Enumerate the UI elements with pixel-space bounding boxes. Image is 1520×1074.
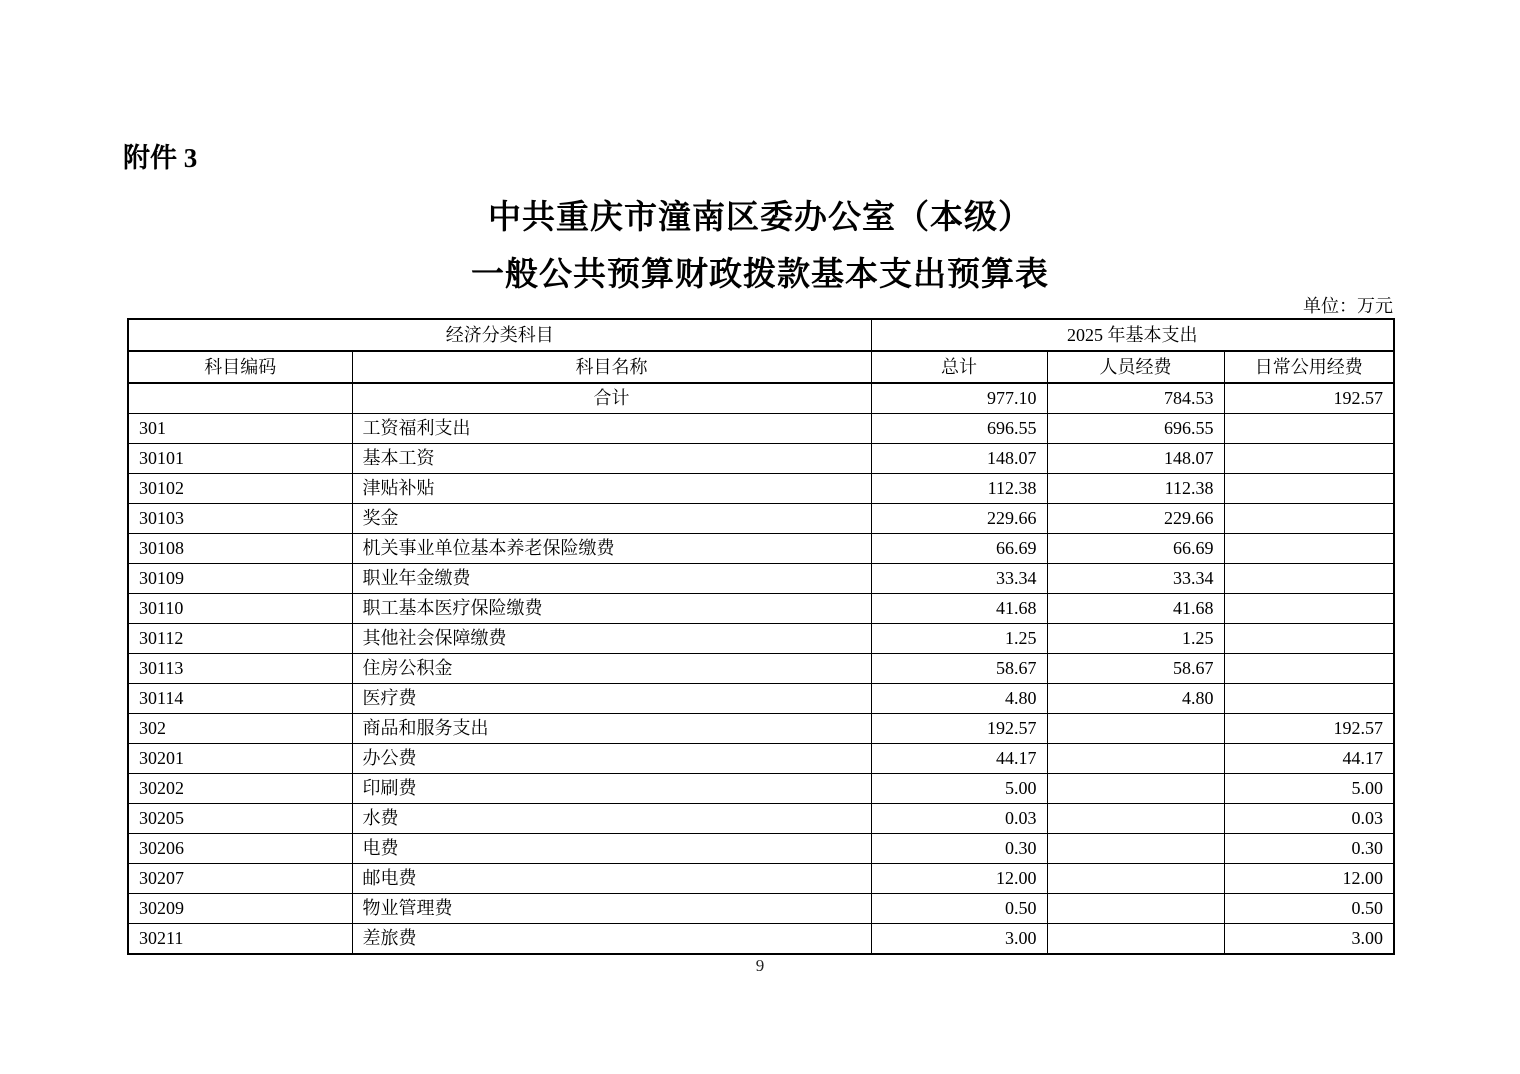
- table-header-group-row: [128, 319, 1394, 351]
- table-row: [128, 864, 1394, 894]
- table-header-columns-row: [128, 351, 1394, 383]
- cell-subject-name: 差旅费: [352, 924, 871, 955]
- table-row: [128, 444, 1394, 474]
- cell-total: 112.38: [871, 474, 1047, 504]
- cell-total: 977.10: [871, 383, 1047, 414]
- cell-total: 44.17: [871, 744, 1047, 774]
- cell-personnel: [1047, 744, 1224, 774]
- cell-personnel: 4.80: [1047, 684, 1224, 714]
- cell-subject-code: 30108: [128, 534, 352, 564]
- cell-total: 0.03: [871, 804, 1047, 834]
- table-row: [128, 834, 1394, 864]
- cell-subject-name: 水费: [352, 804, 871, 834]
- column-header-personnel: 人员经费: [1047, 351, 1224, 383]
- cell-subject-name: 办公费: [352, 744, 871, 774]
- cell-daily-public: [1224, 624, 1394, 654]
- cell-total: 66.69: [871, 534, 1047, 564]
- cell-personnel: [1047, 804, 1224, 834]
- cell-total: 58.67: [871, 654, 1047, 684]
- cell-daily-public: [1224, 474, 1394, 504]
- table-row: [128, 684, 1394, 714]
- page-number: 9: [755, 956, 765, 975]
- table-row: [128, 924, 1394, 955]
- cell-subject-code: 301: [128, 414, 352, 444]
- cell-personnel: 58.67: [1047, 654, 1224, 684]
- cell-subject-code: [128, 383, 352, 414]
- cell-total: 0.30: [871, 834, 1047, 864]
- table-row: [128, 474, 1394, 504]
- cell-total: 696.55: [871, 414, 1047, 444]
- cell-subject-code: 30110: [128, 594, 352, 624]
- attachment-label: 附件 3: [123, 143, 198, 173]
- cell-subject-name: 印刷费: [352, 774, 871, 804]
- cell-subject-name: 邮电费: [352, 864, 871, 894]
- cell-subject-code: 30201: [128, 744, 352, 774]
- cell-subject-name: 医疗费: [352, 684, 871, 714]
- cell-total: 148.07: [871, 444, 1047, 474]
- cell-subject-code: 30103: [128, 504, 352, 534]
- cell-total: 4.80: [871, 684, 1047, 714]
- table-row: [128, 894, 1394, 924]
- cell-subject-code: 30114: [128, 684, 352, 714]
- table-row: [128, 714, 1394, 744]
- table-row: [128, 804, 1394, 834]
- cell-daily-public: [1224, 684, 1394, 714]
- cell-personnel: [1047, 774, 1224, 804]
- cell-total: 0.50: [871, 894, 1047, 924]
- cell-daily-public: 0.30: [1224, 834, 1394, 864]
- cell-subject-code: 30109: [128, 564, 352, 594]
- cell-daily-public: [1224, 444, 1394, 474]
- cell-personnel: [1047, 864, 1224, 894]
- table-row: [128, 654, 1394, 684]
- table-row: [128, 534, 1394, 564]
- cell-total: 41.68: [871, 594, 1047, 624]
- cell-daily-public: [1224, 594, 1394, 624]
- cell-subject-code: 30202: [128, 774, 352, 804]
- cell-personnel: 1.25: [1047, 624, 1224, 654]
- cell-subject-name: 其他社会保障缴费: [352, 624, 871, 654]
- cell-subject-name: 津贴补贴: [352, 474, 871, 504]
- cell-daily-public: 0.50: [1224, 894, 1394, 924]
- cell-subject-code: 30113: [128, 654, 352, 684]
- cell-daily-public: 192.57: [1224, 383, 1394, 414]
- cell-subject-code: 30102: [128, 474, 352, 504]
- cell-total: 192.57: [871, 714, 1047, 744]
- cell-subject-name: 基本工资: [352, 444, 871, 474]
- column-header-subject-code: 科目编码: [128, 351, 352, 383]
- cell-total: 3.00: [871, 924, 1047, 955]
- table-body: [128, 383, 1394, 954]
- document-subtitle: 一般公共预算财政拨款基本支出预算表: [471, 257, 1049, 293]
- cell-subject-code: 30112: [128, 624, 352, 654]
- cell-subject-name: 奖金: [352, 504, 871, 534]
- cell-personnel: 41.68: [1047, 594, 1224, 624]
- table-row: [128, 594, 1394, 624]
- cell-subject-name: 合计: [352, 383, 871, 414]
- cell-subject-name: 物业管理费: [352, 894, 871, 924]
- cell-daily-public: [1224, 654, 1394, 684]
- cell-subject-code: 30101: [128, 444, 352, 474]
- cell-daily-public: 192.57: [1224, 714, 1394, 744]
- column-header-daily-public: 日常公用经费: [1224, 351, 1394, 383]
- cell-subject-name: 职业年金缴费: [352, 564, 871, 594]
- column-header-subject-name: 科目名称: [352, 351, 871, 383]
- table-row: [128, 383, 1394, 414]
- document-title: 中共重庆市潼南区委办公室（本级）: [488, 200, 1032, 236]
- cell-personnel: 784.53: [1047, 383, 1224, 414]
- cell-personnel: 696.55: [1047, 414, 1224, 444]
- cell-total: 12.00: [871, 864, 1047, 894]
- budget-table: [127, 318, 1395, 955]
- cell-subject-name: 工资福利支出: [352, 414, 871, 444]
- cell-subject-name: 机关事业单位基本养老保险缴费: [352, 534, 871, 564]
- cell-personnel: 112.38: [1047, 474, 1224, 504]
- cell-daily-public: [1224, 504, 1394, 534]
- cell-daily-public: [1224, 414, 1394, 444]
- cell-personnel: [1047, 834, 1224, 864]
- cell-daily-public: 5.00: [1224, 774, 1394, 804]
- cell-subject-name: 商品和服务支出: [352, 714, 871, 744]
- table-row: [128, 564, 1394, 594]
- cell-personnel: [1047, 714, 1224, 744]
- unit-note: 单位：万元: [1303, 296, 1393, 316]
- cell-daily-public: [1224, 564, 1394, 594]
- cell-subject-name: 职工基本医疗保险缴费: [352, 594, 871, 624]
- table-row: [128, 414, 1394, 444]
- cell-daily-public: 12.00: [1224, 864, 1394, 894]
- cell-personnel: 66.69: [1047, 534, 1224, 564]
- cell-daily-public: 3.00: [1224, 924, 1394, 955]
- cell-daily-public: 0.03: [1224, 804, 1394, 834]
- table-row: [128, 744, 1394, 774]
- cell-daily-public: [1224, 534, 1394, 564]
- header-economic-classification: 经济分类科目: [128, 319, 871, 351]
- cell-personnel: 148.07: [1047, 444, 1224, 474]
- cell-daily-public: 44.17: [1224, 744, 1394, 774]
- cell-subject-code: 302: [128, 714, 352, 744]
- cell-subject-code: 30205: [128, 804, 352, 834]
- cell-subject-code: 30209: [128, 894, 352, 924]
- table-row: [128, 624, 1394, 654]
- cell-total: 5.00: [871, 774, 1047, 804]
- cell-personnel: [1047, 894, 1224, 924]
- cell-total: 1.25: [871, 624, 1047, 654]
- cell-subject-code: 30207: [128, 864, 352, 894]
- header-basic-expenditure-2025: 2025 年基本支出: [871, 319, 1394, 351]
- table-row: [128, 774, 1394, 804]
- cell-subject-code: 30206: [128, 834, 352, 864]
- cell-subject-name: 住房公积金: [352, 654, 871, 684]
- cell-personnel: 33.34: [1047, 564, 1224, 594]
- cell-subject-name: 电费: [352, 834, 871, 864]
- table-row: [128, 504, 1394, 534]
- column-header-total: 总计: [871, 351, 1047, 383]
- cell-total: 229.66: [871, 504, 1047, 534]
- cell-subject-code: 30211: [128, 924, 352, 955]
- cell-personnel: [1047, 924, 1224, 955]
- cell-personnel: 229.66: [1047, 504, 1224, 534]
- cell-total: 33.34: [871, 564, 1047, 594]
